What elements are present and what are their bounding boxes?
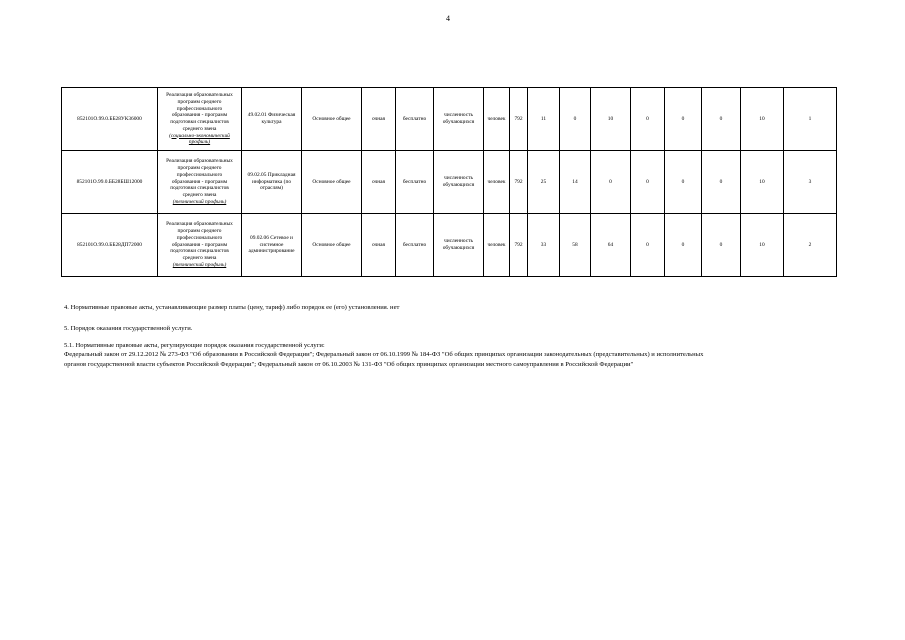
value-cell: 1 (784, 88, 837, 151)
program-text: Реализация образовательных программ среднего профессионального образования - программ подготовки специалистов среднего звена (166, 158, 233, 199)
indicator-cell: численность обучающихся (434, 214, 484, 277)
indicator-cell: численность обучающихся (434, 151, 484, 214)
value-cell: 0 (631, 214, 665, 277)
payment-cell: бесплатно (396, 151, 434, 214)
value-cell: 3 (784, 151, 837, 214)
okei-cell: 792 (510, 151, 528, 214)
value-cell: 0 (665, 214, 702, 277)
value-cell: 0 (702, 88, 741, 151)
program-profile: (технический профиль) (172, 261, 227, 268)
specialty-cell: 09.02.05 Прикладная информатика (по отраслям) (242, 151, 302, 214)
section-4-fees: 4. Нормативные правовые акты, устанавливающие размер платы (цену, тариф) либо порядок ее (его) установления. нет (64, 304, 400, 311)
specialty-cell: 49.02.01 Физическая культура (242, 88, 302, 151)
table-row (62, 214, 837, 277)
payment-cell: бесплатно (396, 88, 434, 151)
section-5-procedure: 5. Порядок оказания государственной услуги. (64, 325, 193, 332)
program-profile: (социально-экономический профиль) (169, 132, 230, 146)
registry-code-cell: 852101О.99.0.ББ28ДП72000 (62, 214, 158, 277)
value-cell: 25 (528, 151, 560, 214)
program-cell (158, 214, 242, 277)
program-text: Реализация образовательных программ среднего профессионального образования - программ подготовки специалистов среднего звена (166, 92, 233, 132)
program-text: Реализация образовательных программ среднего профессионального образования - программ подготовки специалистов среднего звена (166, 221, 233, 262)
section-5-1-acts: 5.1. Нормативные правовые акты, регулирующие порядок оказания государственной услуги: (64, 342, 325, 349)
value-cell: 0 (560, 88, 591, 151)
form-cell: очная (362, 214, 396, 277)
specialty-cell: 09.02.06 Сетевое и системное администрирование (242, 214, 302, 277)
law-list-line-1: Федеральный закон от 29.12.2012 № 273-ФЗ "Об образовании в Российской Федерации"; Федеральный закон от 06.10.1999 № 184-ФЗ "Об общих принципах организации законодательных (представительных) и исполнительных (64, 351, 704, 358)
value-cell: 14 (560, 151, 591, 214)
service-volume-table (61, 87, 837, 277)
program-cell (158, 151, 242, 214)
page-number: 4 (446, 14, 450, 23)
value-cell: 33 (528, 214, 560, 277)
value-cell: 10 (741, 214, 784, 277)
law-list-line-2: органов государственной власти субъектов Российской Федерации"; Федеральный закон от 06.10.2003 № 131-ФЗ "Об общих принципах организации местного самоуправления в Российской Федерации" (64, 361, 634, 368)
value-cell: 0 (631, 88, 665, 151)
education-base-cell: Основное общее (302, 151, 362, 214)
education-base-cell: Основное общее (302, 88, 362, 151)
indicator-cell: численность обучающихся (434, 88, 484, 151)
value-cell: 0 (702, 214, 741, 277)
unit-cell: человек (484, 88, 510, 151)
value-cell: 64 (591, 214, 631, 277)
table-row (62, 151, 837, 214)
value-cell: 10 (741, 151, 784, 214)
table-row (62, 88, 837, 151)
form-cell: очная (362, 88, 396, 151)
okei-cell: 792 (510, 214, 528, 277)
okei-cell: 792 (510, 88, 528, 151)
form-cell: очная (362, 151, 396, 214)
education-base-cell: Основное общее (302, 214, 362, 277)
value-cell: 11 (528, 88, 560, 151)
value-cell: 0 (665, 88, 702, 151)
value-cell: 0 (665, 151, 702, 214)
program-profile: (технический профиль) (172, 198, 227, 205)
registry-code-cell: 852101О.99.0.ББ28УК36000 (62, 88, 158, 151)
value-cell: 58 (560, 214, 591, 277)
value-cell: 0 (591, 151, 631, 214)
value-cell: 10 (741, 88, 784, 151)
unit-cell: человек (484, 214, 510, 277)
value-cell: 10 (591, 88, 631, 151)
value-cell: 0 (702, 151, 741, 214)
program-cell (158, 88, 242, 151)
unit-cell: человек (484, 151, 510, 214)
payment-cell: бесплатно (396, 214, 434, 277)
value-cell: 0 (631, 151, 665, 214)
value-cell: 2 (784, 214, 837, 277)
registry-code-cell: 852101О.99.0.ББ28БШ12000 (62, 151, 158, 214)
